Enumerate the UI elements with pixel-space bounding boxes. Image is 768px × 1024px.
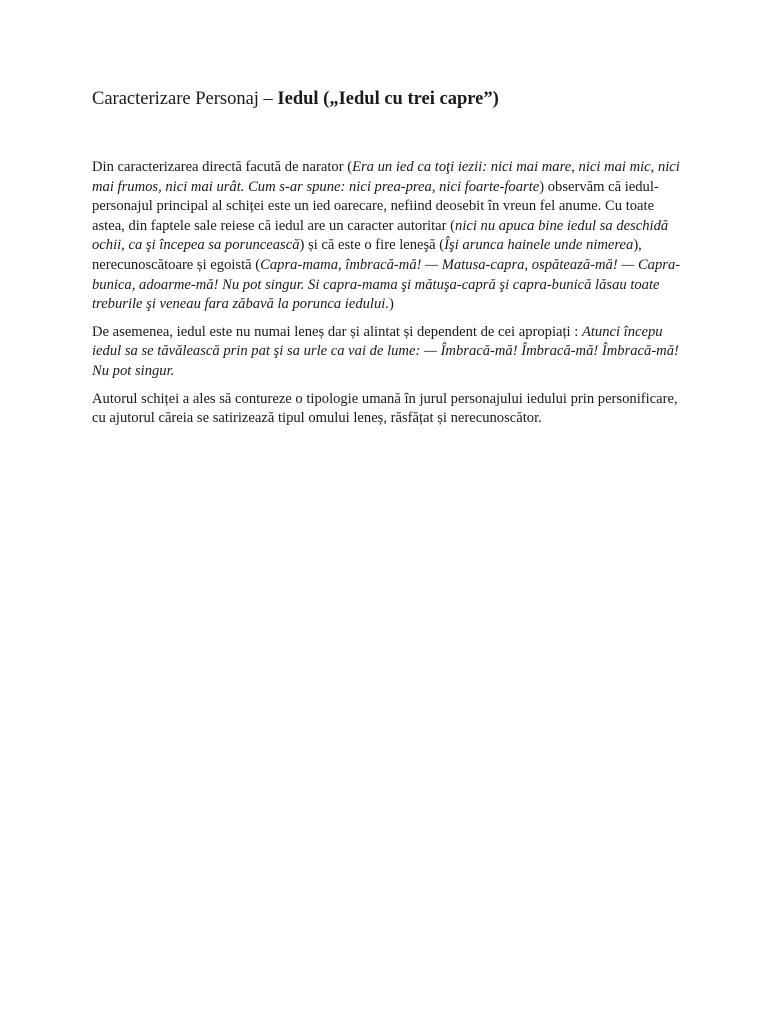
text-run: ) observăm că iedul- personajul principal al schiței este un ied oarecare, nefiind deosebit în vreun fel anume. Cu toate astea, din faptele sale reiese că iedul are un caracter autoritar ( — [92, 178, 659, 234]
paragraph — [92, 158, 682, 315]
text-run: Autorul schiței a ales să contureze o tipologie umană în jurul personajului iedului prin personificare, cu ajutorul căreia se satirizează tipul omului leneș, răsfățat și nerecunoscător. — [92, 390, 678, 427]
quote-run: Atunci începu iedul sa se tăvălească prin pat şi sa urle ca vai de lume: — Îmbracă-mă! Îmbracă-mă! Îmbracă-mă! Nu pot singur. — [92, 323, 679, 379]
quote-run: Îşi arunca hainele unde nimerea — [444, 237, 634, 254]
document-title — [92, 86, 682, 112]
text-run: De asemenea, iedul este nu numai leneș dar și alintat și dependent de cei apropiați : — [92, 323, 582, 340]
text-run: ), nerecunoscătoare și egoistă ( — [92, 237, 642, 273]
paragraph — [92, 323, 682, 382]
document-body — [92, 158, 682, 429]
text-run: ) — [388, 296, 394, 313]
text-run: Din caracterizarea directă facută de narator ( — [92, 159, 353, 175]
quote-run: nici nu apuca bine iedul sa deschidă ochii, ca şi începea sa poruncească — [92, 217, 669, 254]
quote-run: Era un ied ca toţi iezii: nici mai mare, nici mai mic, nici mai frumos, nici mai urât. Cum s-ar spune: nici prea-prea, nici foarte-foarte — [92, 159, 680, 195]
title-prefix: Caracterizare Personaj – — [92, 89, 278, 109]
paragraph — [92, 390, 682, 429]
title-bold: Iedul („Iedul cu trei capre”) — [277, 89, 499, 109]
document-page — [92, 86, 682, 437]
quote-run: Capra-mama, îmbracă-mă! — Matusa-capra, ospătează-mă! — Capra-bunica, adoarme-mă! Nu pot singur. Si capra-mama şi mătuşa-capră şi capra-bunică lăsau toate treburile şi veneau fara zăbavă la porunca iedului. — [92, 256, 681, 313]
text-run: ) și că este o fire leneşă ( — [299, 237, 445, 254]
